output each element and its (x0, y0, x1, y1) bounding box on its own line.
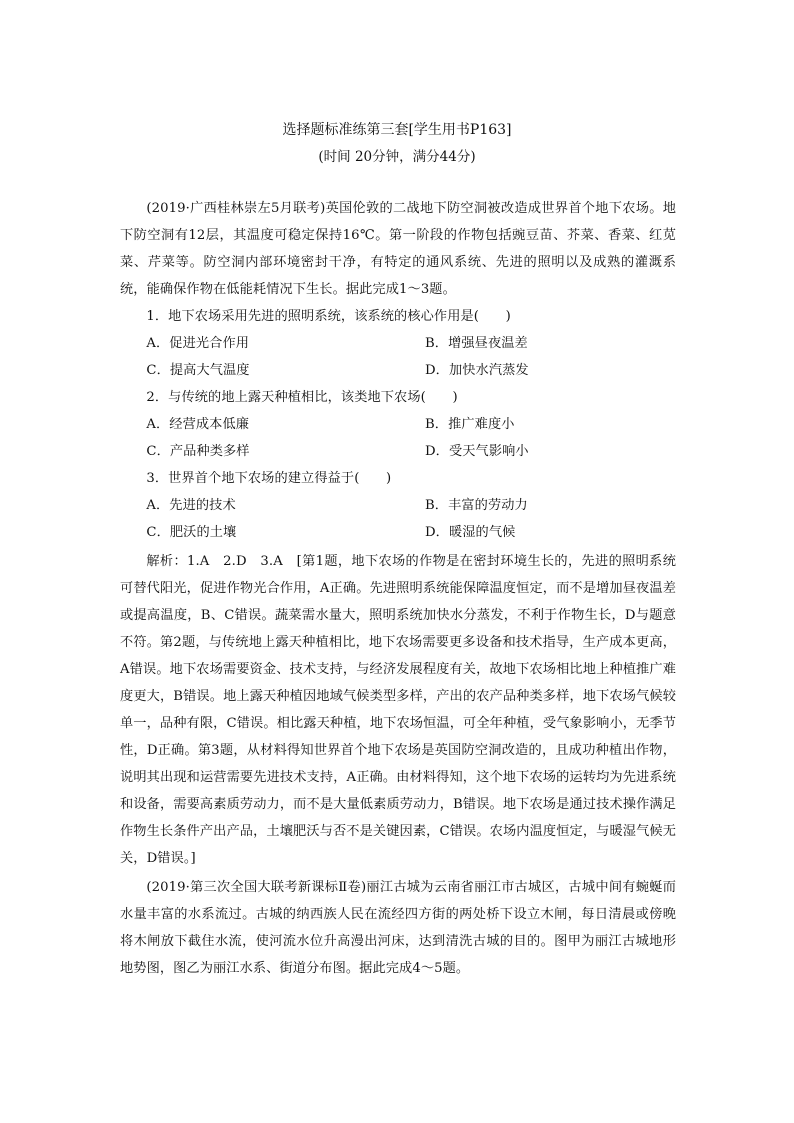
question-2-option-d: D．受天气影响小 (425, 444, 529, 459)
question-1-option-b: B．增强昼夜温差 (425, 336, 528, 351)
question-3-option-d: D．暖湿的气候 (425, 525, 516, 540)
question-3-option-b: B．丰富的劳动力 (425, 498, 528, 513)
question-1-options-row-1 (120, 330, 676, 357)
question-2-option-a: A．经营成本低廉 (146, 417, 250, 432)
passage-2: (2019·第三次全国大联考新课标Ⅱ卷)丽江古城为云南省丽江市古城区，古城中间有蜿蜒而水量丰富的水系流过。古城的纳西族人民在流经四方街的两处桥下设立木闸，每日清晨或傍晚将木闸放下截住水流，使河流水位升高漫出河床，达到清洗古城的目的。图甲为丽江古城地形地势图，图乙为丽江水系、街道分布图。据此完成4～5题。 (120, 880, 676, 976)
page-title: 选择题标准练第三套[学生用书P163] (282, 122, 512, 138)
question-3-option-c: C．肥沃的土壤 (146, 525, 237, 540)
question-3-options-row-2 (120, 519, 676, 546)
question-2-options-row-2 (120, 438, 676, 465)
question-2-option-c: C．产品种类多样 (146, 444, 250, 459)
passage-1: (2019·广西桂林崇左5月联考)英国伦敦的二战地下防空洞被改造成世界首个地下农场。地下防空洞有12层，其温度可稳定保持16℃。第一阶段的作物包括豌豆苗、芥菜、香菜、红苋菜、芹菜等。防空洞内部环境密封干净，有特定的通风系统、先进的照明以及成熟的灌溉系统，能确保作物在低能耗情况下生长。据此完成1～3题。 (120, 201, 676, 297)
question-2-stem: 2．与传统的地上露天种植相比，该类地下农场( ) (146, 390, 458, 405)
question-1-stem: 1．地下农场采用先进的照明系统，该系统的核心作用是( ) (146, 309, 511, 324)
question-3-option-a: A．先进的技术 (146, 498, 236, 513)
question-group-2 (120, 874, 676, 982)
question-group-1 (120, 195, 676, 546)
question-3-options-row-1 (120, 492, 676, 519)
question-2-option-b: B．推广难度小 (425, 417, 515, 432)
question-3-stem: 3．世界首个地下农场的建立得益于( ) (146, 471, 392, 486)
question-1-option-c: C．提高大气温度 (146, 363, 250, 378)
question-2-options-row-1 (120, 411, 676, 438)
analysis-text: 解析：1.A 2.D 3.A [第1题，地下农场的作物是在密封环境生长的，先进的照明系统可替代阳光，促进作物光合作用，A正确。先进照明系统能保障温度恒定，而不是增加昼夜温差或提高温度，B、C错误。蔬菜需水量大，照明系统加快水分蒸发，不利于作物生长，D与题意不符。第2题，与传统地上露天种植相比，地下农场需要更多设备和技术指导，生产成本更高，A错误。地下农场需要资金、技术支持，与经济发展程度有关，故地下农场相比地上种植推广难度更大，B错误。地上露天种植因地域气候类型多样，产出的农产品种类多样，地下农场气候较单一，品种有限，C错误。相比露天种植，地下农场恒温，可全年种植，受气象影响小，无季节性，D正确。第3题，从材料得知世界首个地下农场是英国防空洞改造的，且成功种植出作物，说明其出现和运营需要先进技术支持，A正确。由材料得知，这个地下农场的运转均为先进系统和设备，需要高素质劳动力，而不是大量低素质劳动力，B错误。地下农场是通过技术操作满足作物生长条件产出产品，土壤肥沃与否不是关键因素，C错误。农场内温度恒定，与暖湿气候无关，D错误。] (120, 554, 676, 866)
question-1-option-d: D．加快水汽蒸发 (425, 363, 529, 378)
page-subtitle: (时间 20分钟，满分44分) (318, 149, 476, 165)
question-1-options-row-2 (120, 357, 676, 384)
question-1-option-a: A．促进光合作用 (146, 336, 250, 351)
answer-analysis (120, 548, 676, 872)
